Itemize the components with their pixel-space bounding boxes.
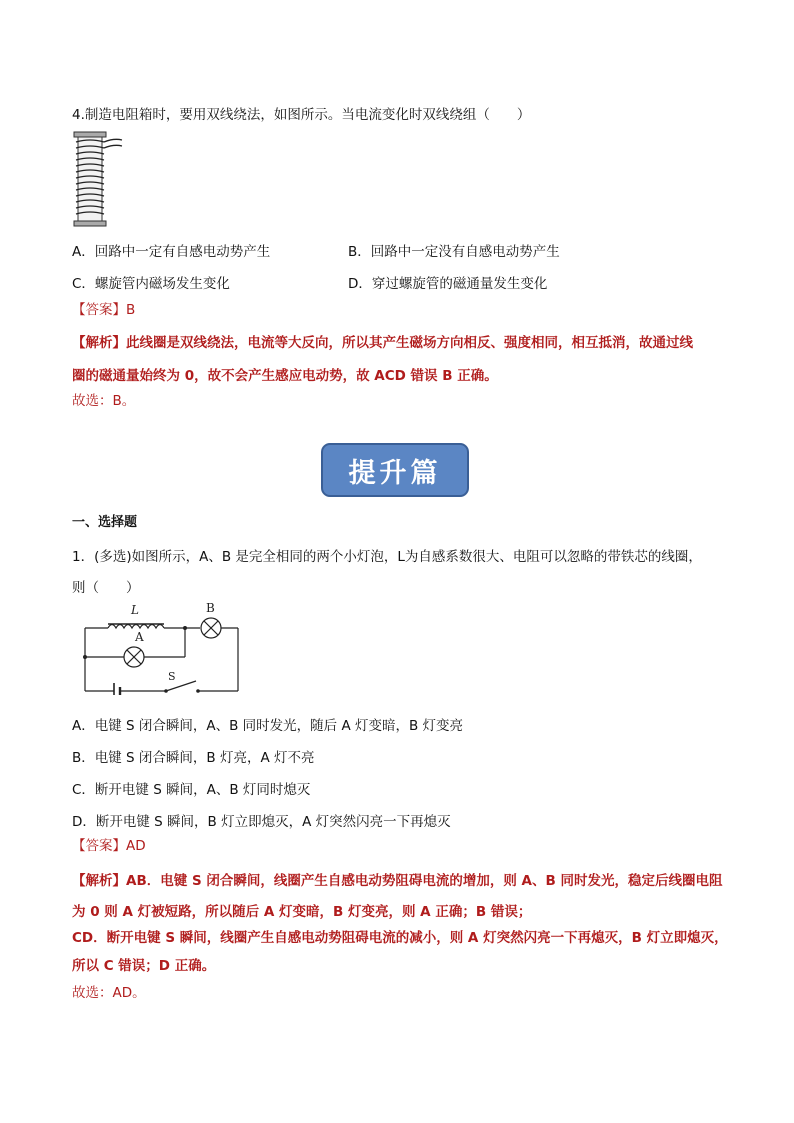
q1-analysis-line2: 为 0 则 A 灯被短路，所以随后 A 灯变暗，B 灯变亮，则 A 正确；B 错误； [72, 904, 532, 920]
q4-analysis-line2: 圈的磁通量始终为 0，故不会产生感应电动势，故 ACD 错误 B 正确。 [72, 368, 498, 384]
q1-option-b: B．电键 S 闭合瞬间，B 灯亮，A 灯不亮 [72, 750, 315, 766]
q1-conclusion: 故选：AD。 [72, 985, 146, 1001]
q4-analysis-line1 [72, 331, 693, 351]
q1-analysis-text1: AB．电键 S 闭合瞬间，线圈产生自感电动势阻碍电流的增加，则 A、B 同时发光，稳定后线圈电阻 [126, 873, 723, 889]
q1-stem-line1: 1．(多选)如图所示，A、B 是完全相同的两个小灯泡，L为自感系数很大、电阻可以忽略的带铁芯的线圈， [72, 549, 702, 565]
q4-option-b: B．回路中一定没有自感电动势产生 [348, 244, 560, 260]
q1-option-d: D．断开电键 S 瞬间，B 灯立即熄灭，A 灯突然闪亮一下再熄灭 [72, 814, 451, 830]
section-title: 一、选择题 [72, 515, 138, 530]
q1-stem-line2: 则（ ） [72, 580, 140, 596]
q4-option-c: C．螺旋管内磁场发生变化 [72, 276, 230, 292]
q1-analysis-line3: CD．断开电键 S 瞬间，线圈产生自感电动势阻碍电流的减小，则 A 灯突然闪亮一下再熄灭，B 灯立即熄灭， [72, 930, 728, 946]
q1-analysis-line1 [72, 869, 723, 889]
circuit-diagram [80, 600, 245, 695]
solenoid-figure [70, 128, 126, 230]
q4-option-d: D．穿过螺旋管的磁通量发生变化 [348, 276, 548, 292]
q1-analysis-line4: 所以 C 错误；D 正确。 [72, 958, 216, 974]
q4-stem: 4.制造电阻箱时，要用双线绕法，如图所示。当电流变化时双线绕组（ ） [72, 107, 531, 123]
section-banner: 提升篇 [321, 443, 469, 497]
q1-option-c: C．断开电键 S 瞬间，A、B 灯同时熄灭 [72, 782, 311, 798]
label-a: A [135, 630, 144, 644]
q4-analysis-text1: 此线圈是双线绕法，电流等大反向，所以其产生磁场方向相反、强度相同，相互抵消，故通过线 [126, 335, 693, 351]
label-b: B [206, 601, 215, 615]
q4-answer: 【答案】B [72, 302, 136, 318]
q1-analysis-label: 【解析】 [72, 873, 126, 889]
label-l: L [131, 603, 139, 617]
q4-analysis-label: 【解析】 [72, 335, 126, 351]
q1-answer: 【答案】AD [72, 838, 146, 854]
q1-option-a: A．电键 S 闭合瞬间，A、B 同时发光，随后 A 灯变暗，B 灯变亮 [72, 718, 464, 734]
q4-option-a: A．回路中一定有自感电动势产生 [72, 244, 271, 260]
label-s: S [168, 670, 176, 683]
q4-conclusion: 故选：B。 [72, 393, 136, 409]
